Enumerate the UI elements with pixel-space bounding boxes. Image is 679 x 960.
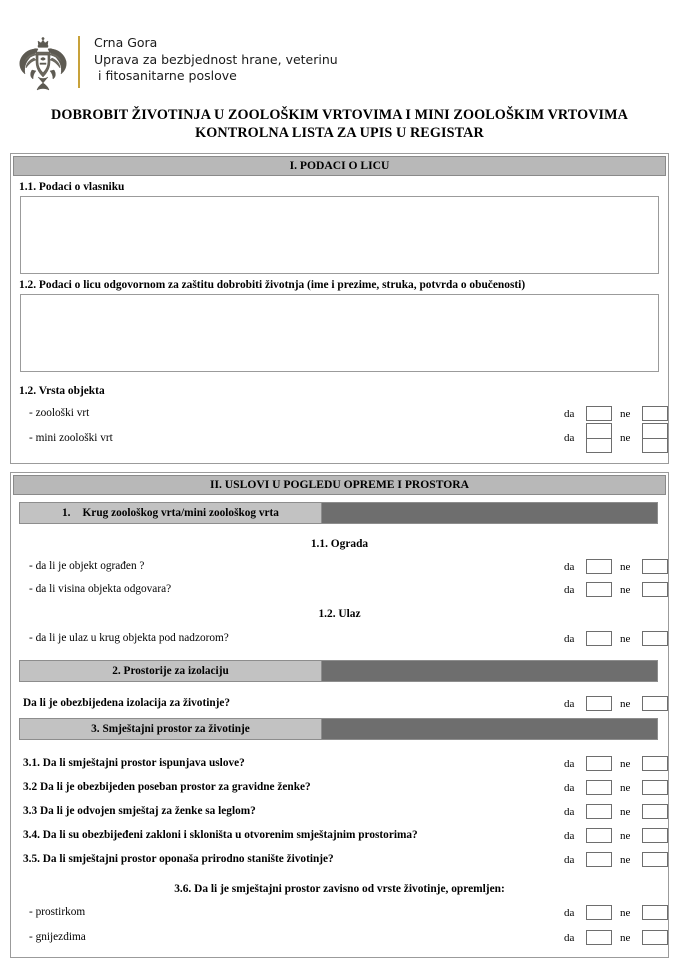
answer-yes-checkbox[interactable]	[586, 696, 612, 711]
authority-line-1: Uprava za bezbjednost hrane, veterinu	[94, 51, 338, 67]
object-type-row	[11, 404, 668, 423]
question-row	[11, 928, 668, 947]
group-3-header-bar	[19, 718, 658, 740]
answer-no-label: ne	[620, 432, 631, 444]
answer-no-label: ne	[620, 805, 631, 818]
answer-group	[564, 696, 668, 711]
document-title	[10, 106, 669, 142]
question-row	[11, 580, 668, 599]
group-1-header-fill	[322, 503, 657, 523]
answer-no-checkbox[interactable]	[642, 406, 668, 421]
answer-no-checkbox[interactable]	[642, 631, 668, 646]
subsection-1-1-title: 1.1. Ograda	[310, 538, 369, 550]
answer-no-checkbox[interactable]	[642, 828, 668, 843]
answer-group	[564, 780, 668, 795]
question-row	[11, 826, 668, 845]
field-1-2b-label: 1.2. Vrsta objekta	[19, 385, 105, 397]
answer-yes-label: da	[564, 757, 575, 770]
answer-no-checkbox[interactable]	[642, 559, 668, 574]
subsection-1-2-title: 1.2. Ulaz	[318, 608, 361, 620]
group-1-number: 1.	[62, 507, 71, 519]
answer-group	[564, 930, 668, 945]
answer-yes-checkbox[interactable]	[586, 582, 612, 597]
question-label: Da li je obezbijedena izolacija za životinje?	[23, 697, 231, 709]
question-label: - da li je objekt ograđen ?	[29, 560, 145, 572]
answer-yes-checkbox[interactable]	[586, 930, 612, 945]
answer-yes-label: da	[564, 697, 575, 710]
spacer	[11, 947, 668, 957]
field-1-2-label: 1.2. Podaci o licu odgovornom za zaštitu dobrobiti životnja (ime i prezime, struka, potvrda o obučenosti)	[19, 279, 526, 291]
group-3-header-fill	[322, 719, 657, 739]
answer-yes-label: da	[564, 407, 575, 420]
subsection-3-6-title: 3.6. Da li je smještajni prostor zavisno od vrste životinje, opremljen:	[174, 883, 505, 895]
group-3-header-label: 3. Smještajni prostor za životinje	[20, 719, 322, 739]
answer-no-label: ne	[620, 829, 631, 842]
field-1-1-label: 1.1. Podaci o vlasniku	[19, 181, 125, 193]
answer-group	[564, 828, 668, 843]
answer-yes-checkbox[interactable]	[586, 406, 612, 421]
answer-yes-checkbox[interactable]	[586, 780, 612, 795]
question-label: - gnijezdima	[29, 931, 86, 943]
organisation-name	[94, 34, 338, 85]
answer-yes-checkbox[interactable]	[586, 828, 612, 843]
answer-no-label: ne	[620, 697, 631, 710]
question-row	[11, 850, 668, 869]
montenegro-coat-of-arms-icon	[16, 36, 70, 92]
answer-group	[564, 406, 668, 421]
answer-no-label: ne	[620, 853, 631, 866]
answer-yes-checkbox[interactable]	[586, 852, 612, 867]
question-label: 3.3 Da li je odvojen smještaj za ženke sa leglom?	[23, 805, 256, 817]
question-row	[11, 778, 668, 797]
answer-no-label: ne	[620, 757, 631, 770]
answer-group	[564, 804, 668, 819]
answer-no-label: ne	[620, 906, 631, 919]
field-1-1-input[interactable]	[20, 196, 659, 274]
answer-group	[564, 582, 668, 597]
answer-yes-checkbox[interactable]	[586, 905, 612, 920]
answer-yes-checkbox[interactable]	[586, 631, 612, 646]
answer-no-label: ne	[620, 632, 631, 645]
answer-no-checkbox[interactable]	[642, 423, 668, 453]
question-label: - prostirkom	[29, 906, 86, 918]
answer-yes-label: da	[564, 931, 575, 944]
object-type-label: - mini zoološki vrt	[29, 431, 113, 444]
group-1-title: Krug zoološkog vrta/mini zoološkog vrta	[82, 507, 279, 519]
answer-no-label: ne	[620, 781, 631, 794]
answer-no-checkbox[interactable]	[642, 930, 668, 945]
field-1-2-input[interactable]	[20, 294, 659, 372]
question-row	[11, 557, 668, 576]
answer-group	[564, 423, 668, 453]
answer-group	[564, 631, 668, 646]
spacer	[11, 740, 668, 748]
answer-yes-label: da	[564, 853, 575, 866]
answer-no-label: ne	[620, 407, 631, 420]
answer-no-label: ne	[620, 560, 631, 573]
document-title-line-2: KONTROLNA LISTA ZA UPIS U REGISTAR	[195, 125, 484, 141]
answer-no-label: ne	[620, 583, 631, 596]
group-2-header-fill	[322, 661, 657, 681]
object-type-label: - zoološki vrt	[29, 407, 90, 419]
question-row	[11, 754, 668, 773]
section-i-panel	[10, 153, 669, 464]
answer-yes-label: da	[564, 781, 575, 794]
question-row	[11, 629, 668, 648]
section-ii-band: II. USLOVI U POGLEDU OPREME I PROSTORA	[13, 475, 666, 495]
answer-no-label: ne	[620, 931, 631, 944]
letterhead	[0, 0, 679, 83]
answer-yes-label: da	[564, 560, 575, 573]
question-row	[11, 802, 668, 821]
answer-yes-checkbox[interactable]	[586, 559, 612, 574]
question-label: - da li je ulaz u krug objekta pod nadzorom?	[29, 632, 229, 644]
answer-yes-checkbox[interactable]	[586, 756, 612, 771]
group-2-header-bar	[19, 660, 658, 682]
answer-yes-label: da	[564, 432, 575, 444]
group-1-header-label	[20, 503, 322, 523]
answer-yes-label: da	[564, 829, 575, 842]
answer-group	[564, 852, 668, 867]
answer-no-checkbox[interactable]	[642, 696, 668, 711]
section-i-band: I. PODACI O LICU	[13, 156, 666, 176]
answer-no-checkbox[interactable]	[642, 804, 668, 819]
section-ii-panel	[10, 472, 669, 958]
group-1-header-bar	[19, 502, 658, 524]
answer-no-checkbox[interactable]	[642, 780, 668, 795]
question-label: 3.4. Da li su obezbijeđeni zakloni i skloništa u otvorenim smještajnim prostorima?	[23, 829, 418, 841]
answer-no-checkbox[interactable]	[642, 756, 668, 771]
document-title-line-1: DOBROBIT ŽIVOTINJA U ZOOLOŠKIM VRTOVIMA I MINI ZOOLOŠKIM VRTOVIMA	[50, 107, 629, 123]
answer-no-checkbox[interactable]	[642, 852, 668, 867]
answer-yes-checkbox[interactable]	[586, 423, 612, 453]
answer-group	[564, 559, 668, 574]
spacer	[11, 453, 668, 463]
answer-no-checkbox[interactable]	[642, 905, 668, 920]
letterhead-divider	[78, 36, 80, 88]
question-label: 3.2 Da li je obezbijeden poseban prostor za gravidne ženke?	[23, 781, 311, 793]
answer-no-checkbox[interactable]	[642, 582, 668, 597]
answer-yes-label: da	[564, 583, 575, 596]
question-row	[11, 903, 668, 922]
answer-group	[564, 905, 668, 920]
object-type-row	[11, 423, 668, 453]
answer-group	[564, 756, 668, 771]
answer-yes-label: da	[564, 906, 575, 919]
answer-yes-label: da	[564, 805, 575, 818]
group-2-header-label: 2. Prostorije za izolaciju	[20, 661, 322, 681]
answer-yes-checkbox[interactable]	[586, 804, 612, 819]
question-label: 3.1. Da li smještajni prostor ispunjava uslove?	[23, 757, 245, 769]
answer-yes-label: da	[564, 632, 575, 645]
question-label: 3.5. Da li smještajni prostor oponaša prirodno stanište životinje?	[23, 853, 334, 865]
country-name: Crna Gora	[94, 35, 158, 50]
question-label: - da li visina objekta odgovara?	[29, 583, 172, 595]
question-row	[11, 694, 668, 713]
authority-line-2: i fitosanitarne poslove	[98, 68, 237, 83]
